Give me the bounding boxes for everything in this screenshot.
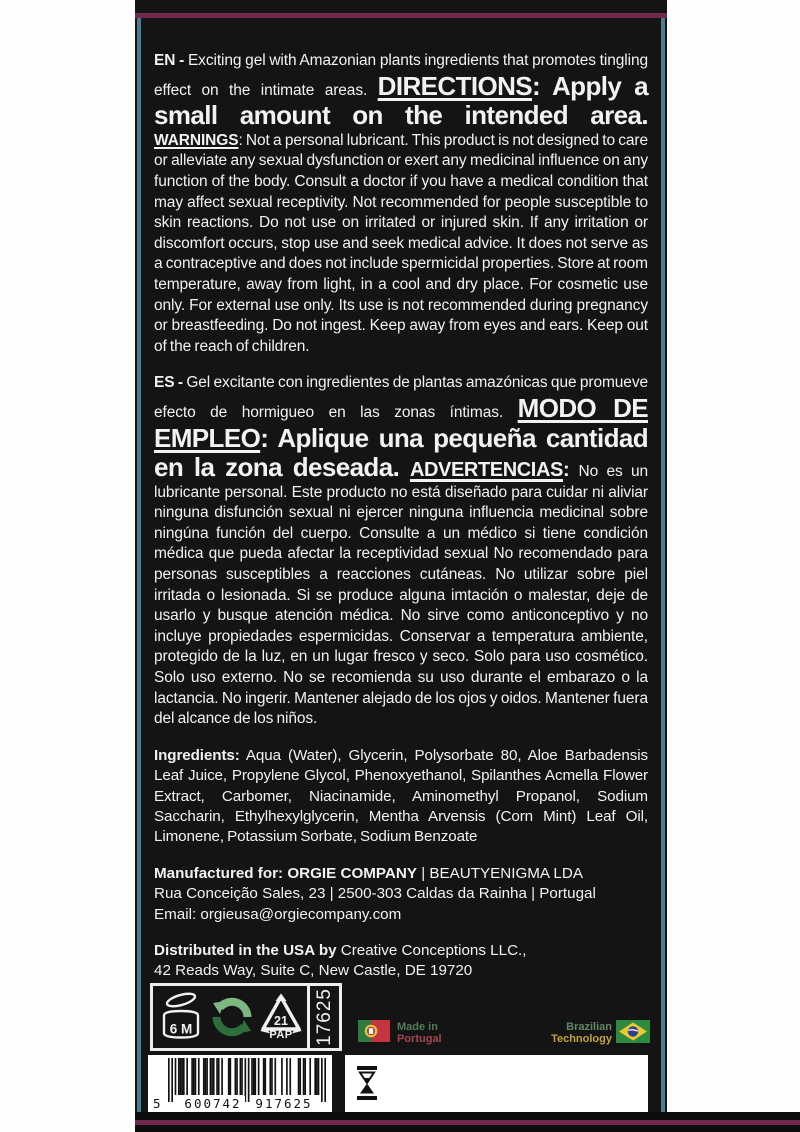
label-text xyxy=(154,18,648,982)
es-advertencias-title: ADVERTENCIAS xyxy=(409,459,563,482)
distributor-name: Creative Conceptions LLC., xyxy=(336,942,527,960)
en-directions-text: : Apply a small amount on the intended area. xyxy=(154,70,648,131)
bottom-band xyxy=(135,1112,800,1132)
tech-line2: Technology xyxy=(551,1033,612,1045)
made-in-line2: Portugal xyxy=(397,1033,442,1045)
en-directions-title: DIRECTIONS xyxy=(377,70,533,101)
pao-months-label: 6 M xyxy=(169,1021,193,1037)
hourglass-icon xyxy=(356,1066,378,1105)
en-warnings-title: WARNINGS xyxy=(154,131,239,149)
en-intro: Exciting gel with Amazonian plants ingredients that promotes tingling effect on the intimate areas. xyxy=(154,52,648,99)
label-panel xyxy=(135,0,667,1112)
en-lang-prefix: EN - xyxy=(154,52,188,69)
portugal-flag-icon xyxy=(358,1020,390,1047)
ingredients-title: Ingredients: xyxy=(154,746,240,764)
ingredients-text: Aqua (Water), Glycerin, Polysorbate 80, Aloe Barbadensis Leaf Juice, Propylene Glycol, Phenoxyethanol, Spilanthes Acmella Flower Extract, Carbomer, Niacinamide, Aminomethyl Propanol, Sodium Saccharin, Ethylhexylglycerin, Mentha Arvensis (Corn Mint) Leaf Oil, Limonene, Potassium Sorbate, Sodium Benzoate xyxy=(154,746,648,846)
es-advertencias-text: No es un lubricante personal. Este producto no está diseñado para cuidar ni aliviar ninguna disfunción sexual ni ejercer ninguna influencia medicinal sobre ningúna función del cuerpo. Consulte a un médico si tiene condición médica que pueda afectar la receptividad sexual No recomendado para personas susceptibles a reacciones cutáneas. No utilizar sobre piel irritada o lesionada. Si se produce alguna imtación o malestar, deje de usarlo y busque atención médica. No sirve como anticonceptivo y no incluye propiedades espermicidas. Conservar a temperatura ambiente, protegido de la luz, en un lugar fresco y seco. Solo para uso cosmético. Solo uso externo. No se recomienda su uso durante el embarazo o la lactancia. No ingerir. Mantener alejado de los ojos y oidos. Mantener fuera del alcance de los niños. xyxy=(154,463,648,728)
bottom-accent-line xyxy=(135,1120,800,1125)
brazil-flag-icon xyxy=(616,1020,650,1048)
en-paragraph xyxy=(154,51,648,357)
barcode-digit-system: 5 xyxy=(153,1096,161,1111)
symbols-box xyxy=(150,983,342,1051)
pap-21-recycling-icon xyxy=(255,986,307,1048)
manufacturer-block xyxy=(154,864,648,925)
barcode-digit-group1: 600742 xyxy=(181,1096,245,1111)
barcode-digits xyxy=(148,1096,332,1110)
left-edge-line xyxy=(137,18,141,1112)
distributed-by: Distributed in the USA by xyxy=(154,942,337,960)
manufacturer-address: Rua Conceição Sales, 23 | 2500-303 Caldas da Rainha | Portugal xyxy=(154,885,596,903)
tech-line1: Brazilian xyxy=(566,1021,612,1033)
distributor-address: 42 Reads Way, Suite C, New Castle, DE 19720 xyxy=(154,962,473,980)
es-paragraph xyxy=(154,373,648,730)
green-dot-recycling-icon xyxy=(209,986,255,1048)
distributor-block xyxy=(154,941,648,982)
es-modo-text: : Aplique una pequeña cantidad en la zona deseada. xyxy=(154,422,648,483)
barcode-digit-group2: 917625 xyxy=(252,1096,316,1111)
ref-code-cell xyxy=(310,988,339,1046)
es-advertencias-colon: : xyxy=(562,459,579,482)
manufacturer-email: Email: orgieusa@orgiecompany.com xyxy=(154,905,402,923)
batch-date-box xyxy=(345,1055,648,1112)
manufacturer-name: | BEAUTYENIGMA LDA xyxy=(416,864,583,882)
pap-label: PAP xyxy=(269,1029,293,1041)
manufactured-for: Manufactured for: ORGIE COMPANY xyxy=(154,864,417,882)
pap-number: 21 xyxy=(274,1014,288,1028)
ean-barcode xyxy=(148,1055,332,1112)
es-lang-prefix: ES - xyxy=(154,374,187,392)
period-after-opening-icon xyxy=(153,986,209,1048)
ref-code-vertical: 17625 xyxy=(313,988,335,1046)
made-in-line1: Made in xyxy=(397,1021,438,1033)
es-modo-title: MODO DE EMPLEO xyxy=(154,392,648,453)
made-in-portugal-label xyxy=(397,1021,442,1045)
ingredients-paragraph xyxy=(154,746,648,848)
brazilian-technology-label xyxy=(538,1021,612,1045)
es-intro: Gel excitante con ingredientes de plantas amazónicas que promueve efecto de hormigueo en las zonas íntimas. xyxy=(154,374,649,421)
en-warnings-text: : Not a personal lubricant. This product is not designed to care or alleviate any sexual dysfunction or exert any medicinal influence on any function of the body. Consult a doctor if you have a medical condition that may affect sexual receptivity. Not recommended for people susceptible to skin reactions. Do not use on irritated or injured skin. If any irritation or discomfort occurs, stop use and seek medical advice. It does not serve as a contraceptive and does not include spermicidal properties. Store at room temperature, away from light, in a cool and dry place. For cosmetic use only. For external use only. Its use is not recommended during pregnancy or breastfeeding. Do not ingest. Keep away from eyes and ears. Keep out of the reach of children. xyxy=(154,131,648,355)
right-edge-line xyxy=(661,18,665,1112)
